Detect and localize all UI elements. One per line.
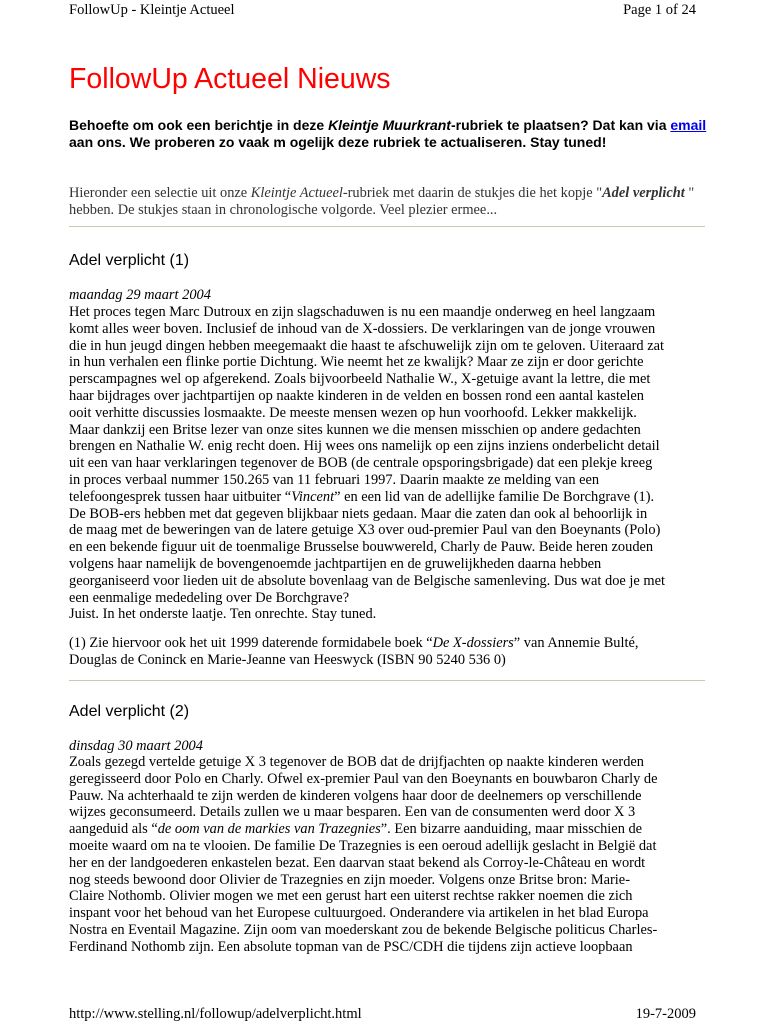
body-line: inspant voor het behoud van het Europese cultuurgoed. Onderandere via artikelen in het blad Europa xyxy=(69,905,649,922)
lead-emphasis: Kleintje Actueel xyxy=(250,185,343,201)
footnote-text: (1) Zie hiervoor ook het uit 1999 daterende formidabele boek “ xyxy=(69,635,433,651)
lead-paragraph xyxy=(69,185,719,219)
page-url: http://www.stelling.nl/followup/adelverplicht.html xyxy=(69,1006,362,1022)
body-line: perscampagnes wel op afgerekend. Zoals bijvoorbeeld Nathalie W., X-getuige avant la lettre, die met xyxy=(69,371,651,388)
body-line: Ferdinand Nothomb zijn. Een absolute topman van de PSC/CDH die tijdens zijn actieve loopbaan xyxy=(69,938,633,955)
lead-bold-topic: Adel verplicht xyxy=(602,185,685,201)
footnote-line-1 xyxy=(69,635,705,652)
body-line: een eenmalige mededeling over De Borchgrave? xyxy=(69,589,350,606)
body-line: moeite waard om na te vlooien. De familie De Trazegnies is een oeroud adellijk geslacht in België dat xyxy=(69,837,657,854)
body-line: volgens haar namelijk de bovengenoemde jachtpartijen en de gruwelijkheden daarna hebben xyxy=(69,555,602,572)
page-title: FollowUp Actueel Nieuws xyxy=(69,63,391,95)
quote-emphasis: de oom van de markies van Trazegnies xyxy=(157,821,381,838)
body-line-part: ” en een lid van de adellijke familie De Borchgrave (1). xyxy=(334,488,655,505)
body-line: in hun verhalen een flinke portie Dichtung. Wie neemt het ze kwalijk? Maar ze zijn er door gerichte xyxy=(69,354,644,371)
body-line: Claire Nothomb. Olivier mogen we met een gerust hart een uiterst rechtse rakker noemen die zich xyxy=(69,888,633,905)
footnote-text: ” van Annemie Bulté, xyxy=(513,635,639,651)
body-line: geregisseerd door Polo en Charly. Ofwel ex-premier Paul van den Boeynants en bouwbaron Charly de xyxy=(69,770,658,787)
body-line: komt alles weer boven. Inclusief de inhoud van de X-dossiers. De verklaringen van de jonge vrouwen xyxy=(69,320,656,337)
book-title: De X-dossiers xyxy=(432,635,514,651)
section-body-1 xyxy=(69,304,705,623)
body-line: Juist. In het onderste laatje. Ten onrechte. Stay tuned. xyxy=(69,606,377,623)
body-line-vincent xyxy=(69,489,705,506)
intro-notice xyxy=(69,117,719,151)
section-body-2 xyxy=(69,754,705,956)
body-line: wijzes geconsumeerd. Details zullen we u maar besparen. Een van de consumenten werd door X 3 xyxy=(69,804,636,821)
body-line: Het proces tegen Marc Dutroux en zijn slagschaduwen is nu een maandje onderweg en heel langzaam xyxy=(69,304,656,320)
section-heading-1: Adel verplicht (1) xyxy=(69,252,190,269)
body-line: die in hun jeugd dingen hebben meegemaakt die haast te afschuwelijk zijn om te geloven. Uiteraard zat xyxy=(69,337,664,354)
body-line: in proces verbaal nummer 150.265 van 11 februari 1997. Daarin maakte ze melding van een xyxy=(69,471,600,488)
intro-text-3: aan ons. We proberen zo vaak m ogelijk deze rubriek te actualiseren. Stay tuned! xyxy=(69,134,607,151)
print-date: 19-7-2009 xyxy=(635,1006,696,1022)
body-line: de maag met de beweringen van de latere getuige X3 over oud-premier Paul van den Boeynants (Polo) xyxy=(69,522,661,539)
divider xyxy=(69,226,705,227)
section-date-2: dinsdag 30 maart 2004 xyxy=(69,738,203,754)
footnote-line-2: Douglas de Coninck en Marie-Jeanne van Heeswyck (ISBN 90 5240 536 0) xyxy=(69,651,506,668)
body-line: en een bekende figuur uit de toenmalige Brusselse bouwwereld, Charly de Pauw. Beide heren zouden xyxy=(69,539,654,556)
body-line-part: ”. Een bizarre aanduiding, maar misschien de xyxy=(380,821,643,838)
body-line: De BOB-ers hebben met dat gegeven blijkbaar niets gedaan. Maar die zaten dan ook al behoorlijk in xyxy=(69,505,648,522)
body-line: Maar dankzij een Britse lezer van onze sites kunnen we die mensen misschien op andere gedachten xyxy=(69,421,641,438)
lead-text-2: -rubriek met daarin de stukjes die het kopje " xyxy=(342,185,603,201)
page-number: Page 1 of 24 xyxy=(623,2,696,18)
footnote xyxy=(69,635,705,669)
body-line: brengen en Nathalie W. enig recht doen. Hij wees ons namelijk op een zijns inziens onderbelicht detail xyxy=(69,438,660,455)
body-line: uit een van haar verklaringen tegenover de BOB (de centrale opsporingsbrigade) dat een plekje kreeg xyxy=(69,455,653,472)
body-line: nog steeds bewoond door Olivier de Trazegnies en zijn moeder. Volgens onze Britse bron: Marie- xyxy=(69,871,630,888)
section-heading-2: Adel verplicht (2) xyxy=(69,703,190,720)
body-line: georganiseerd voor lieden uit de absolute bovenlaag van de Belgische samenleving. Dus wat doe je met xyxy=(69,572,665,589)
body-line-part: telefoongesprek tussen haar uitbuiter “ xyxy=(69,488,292,505)
body-line-part: aangeduid als “ xyxy=(69,821,158,838)
body-line: ooit verhitte discussies losmaakte. De meeste mensen wezen op hun voorhoofd. Lekker makkelijk. xyxy=(69,404,637,421)
lead-text-1: Hieronder een selectie uit onze xyxy=(69,185,251,201)
intro-text-1: Behoefte om ook een berichtje in deze xyxy=(69,117,329,133)
body-line: haar bijdrages over jachtpartijen op naakte kinderen in de velden en bossen rond een aantal kastelen xyxy=(69,387,644,404)
divider xyxy=(69,680,705,681)
section-date-1: maandag 29 maart 2004 xyxy=(69,287,211,303)
body-line: Zoals gezegd vertelde getuige X 3 tegenover de BOB dat de drijfjachten op naakte kinderen werden xyxy=(69,754,644,770)
body-line-quote xyxy=(69,821,705,838)
email-link[interactable]: email xyxy=(670,117,707,133)
vincent-emphasis: Vincent xyxy=(291,488,335,505)
intro-text-2: -rubriek te plaatsen? Dat kan via xyxy=(450,117,671,133)
lead-text-3: " hebben. De stukjes staan in chronologische volgorde. Veel plezier ermee... xyxy=(69,185,695,218)
page-header-title: FollowUp - Kleintje Actueel xyxy=(69,2,235,18)
intro-emphasis: Kleintje Muurkrant xyxy=(328,117,451,133)
body-line: Nostra en Eventail Magazine. Zijn oom van moederskant zou de bekende Belgische politicus Charles- xyxy=(69,921,658,938)
body-line: her en der landgoederen enkastelen bezat. Een daarvan staat bekend als Corroy-le-Château en wordt xyxy=(69,854,646,871)
body-line: Pauw. Na achterhaald te zijn werden de kinderen volgens haar door de deelnemers op verschillende xyxy=(69,787,642,804)
